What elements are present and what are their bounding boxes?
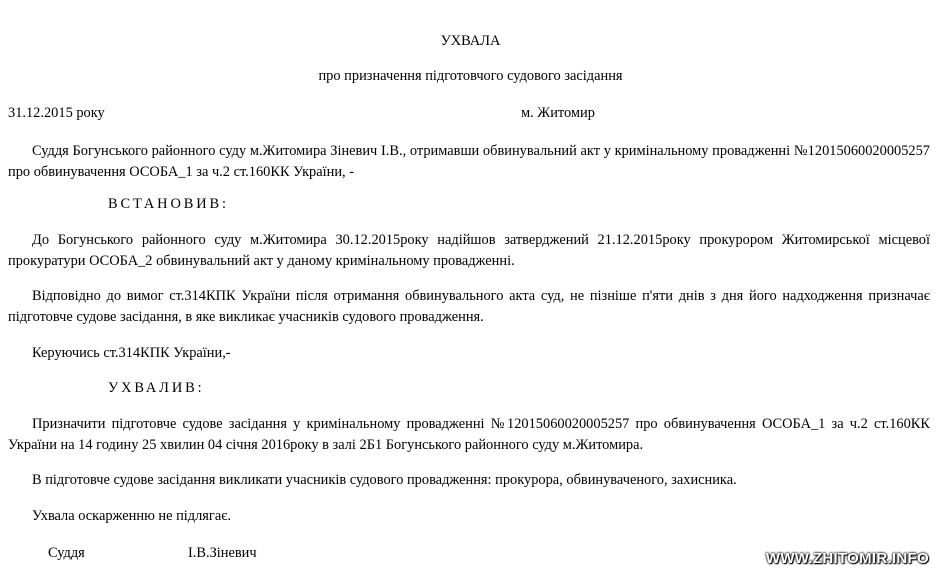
intro-paragraph: Суддя Богунського районного суду м.Житомира Зіневич І.В., отримавши обвинувальний акт у кримінальному провадженні №12015060020005257 про обвинувачення ОСОБА_1 за ч.2 ст.160КК України, - [8,143,930,180]
established-paragraph: До Богунського районного суду м.Житомира 30.12.2015року надійшов затверджений 21.12.2015року прокурором Житомирської місцевої прокуратури ОСОБА_2 обвинувальний акт у даному кримінальному провадженні. [8,232,930,269]
ruled-heading: УХВАЛИВ: [108,380,205,396]
appeal-paragraph: Ухвала оскарженню не підлягає. [32,508,231,524]
site-watermark: WWW.ZHITOMIR.INFO [765,550,929,567]
signature-label: Суддя [48,545,85,561]
document-city: м. Житомир [521,105,595,121]
requirements-paragraph: Відповідно до вимог ст.314КПК України після отримання обвинувального акта суд, не пізніше п'яти днів з дня його надходження призначає підготовче судове засідання, в яке викликає учасників судового провадження. [8,288,930,325]
summon-paragraph: В підготовче судове засідання викликати учасників судового провадження: прокурора, обвинуваченого, захисника. [32,472,737,488]
document-date: 31.12.2015 року [8,105,105,121]
document-title: УХВАЛА [440,33,501,49]
guided-paragraph: Керуючись ст.314КПК України,- [32,345,231,361]
established-heading: ВСТАНОВИВ: [108,196,229,212]
ruling-paragraph: Призначити підготовче судове засідання у кримінальному провадженні №12015060020005257 про обвинувачення ОСОБА_1 за ч.2 ст.160КК України на 14 годину 25 хвилин 04 січня 2016року в залі 2Б1 Богунського районного суду м.Житомира. [8,416,930,453]
signature-name: І.В.Зіневич [188,545,257,561]
document-subtitle: про призначення підготовчого судового засідання [318,68,623,84]
